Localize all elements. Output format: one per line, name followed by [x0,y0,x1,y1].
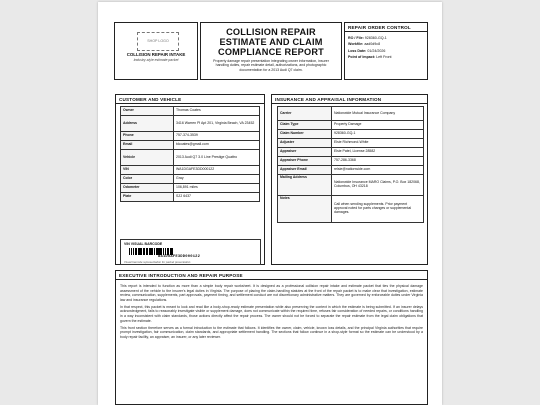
report-title-line3: COMPLIANCE REPORT [218,47,324,57]
table-row: Phone 757-374-3539 [121,132,260,141]
barcode-bar [163,248,164,255]
table-row: Adjuster Elsie Richmond-White [278,139,424,148]
control-title: REPAIR ORDER CONTROL [345,23,427,32]
table-row: Email tdcoates@gmail.com [121,141,260,150]
barcode-caption: Visual barcode representation for packet presentation. [124,260,192,264]
intake-header-box [114,22,198,80]
barcode-bar [129,248,130,255]
customer-title: CUSTOMER AND VEHICLE [116,95,264,104]
barcode-bar [150,248,151,255]
table-row: Appraiser Phone 757-286-3368 [278,157,424,166]
loss-date-row: Loss Date: 01/24/2026 [348,48,386,53]
workfile-value: aad0d9c8 [364,42,381,47]
barcode-bar [165,248,166,255]
shop-logo: SHOP LOGO [137,32,179,51]
executive-body [120,284,423,342]
customer-vehicle-panel [115,94,265,265]
workfile-row: Workfile: aad0d9c8 [348,42,381,47]
ro-file-row: RO / File: 928360-GQ-1 [348,36,387,40]
report-title [205,27,337,57]
table-row: Carrier Nationwide Mutual Insurance Company [278,107,424,121]
loss-date-value: 01/24/2026 [367,48,386,53]
table-row: Mailing Address Nationwide Insurance MARO Claims, P.O. Box 182068, Columbus, OH 43218 [278,175,424,196]
barcode-bar [161,248,162,255]
table-row: Claim Type Property Damage [278,121,424,130]
barcode-bar [172,248,173,255]
table-row: Owner Thomas Coates [121,107,260,116]
table-row: Appraiser Email relsie@nationwide.com [278,166,424,175]
barcode-bar [133,248,134,255]
vin-barcode-box [120,239,261,265]
insurance-title: INSURANCE AND APPRAISAL INFORMATION [272,95,427,104]
insurance-appraisal-panel [271,94,428,265]
table-row: Vehicle 2013 Audi Q7 3.0 Line Prestige Quattro [121,150,260,166]
table-row: Plate SZJ 6437 [121,193,260,202]
repair-order-control [344,22,428,80]
insurance-table [277,106,424,223]
table-row: Claim Number 928360-GQ-1 [278,130,424,139]
paragraph: This front section therefore serves as a formal introduction to the estimate that follows. It identifies the owner, claim, vehicle, known loss details, and the principal Virginia authorities that require prompt investigation, fair communication, claim standards, and appropriate settlement handling. The sections that follow continue in a shop-style format so the estimate can be understood by a body repair facility, an appraiser, an insurer, or any later reviewer. [120,325,423,339]
impact-row: Point of Impact: Left Front [348,54,392,59]
table-row: Address 3416 Warren Pl Apt 201, Virginia Beach, VA 23452 [121,116,260,132]
barcode-bar [136,248,137,255]
intake-title: COLLISION REPAIR INTAKE [126,52,186,57]
impact-value: Left Front [376,54,392,59]
table-row: Notes Call when sending supplements. Prior payment approval noted for parts changes or supplemental damages. [278,196,424,223]
barcode-text: WA1DGAFE3DD000122 [158,255,201,259]
table-row: VIN WA1DGAFE3DD000122 [121,166,260,175]
report-description: Property damage repair presentation integrating owner information, insurer handling duties, repair estimate detail, authorizations, and photographic documentation for a 2013 Audi Q7 claim. [213,59,329,72]
table-row: Odometer 106,891 miles [121,184,260,193]
paragraph: This report is intended to function as more than a simple body repair worksheet. It is designed as a professional collision repair intake and estimate packet that ties the physical damage assessment of the vehicle to the insurer's legal duties in Virginia. The purpose of placing the claim-handling statutes at the front of the repair packet is to make clear that investigation, estimate review, communication, supplements, part approvals, payment timing, and settlement conduct are not discretionary administrative matters. They are governed by enforceable duties under Virginia law and insurance regulations. [120,284,423,302]
report-title-line1: COLLISION REPAIR [226,27,316,37]
paragraph: In that respect, this packet is meant to look and read like a body-shop-ready estimate presentation while also preserving the context in which the estimate is being submitted. If an insurer delays acknowledgment, fails to reasonably investigate visible or supplement damage, does not communicate within the required time, refuses fair consideration of needed repairs, or conditions handling in a way inconsistent with claim standards, those actions directly affect the repair process. The owner should not be forced to separate the repair estimate from the legal claim obligations that govern the estimate. [120,304,423,323]
vin-barcode-graphic [129,248,174,255]
executive-introduction [115,270,428,405]
report-title-box [200,22,342,80]
table-row: Appraiser Elsie Patel, License 28582 [278,148,424,157]
ro-file-value: 928360-GQ-1 [364,36,387,40]
customer-table [120,106,260,202]
report-page [98,2,442,405]
intake-subtitle: Industry-style estimate packet [133,58,179,62]
executive-title: EXECUTIVE INTRODUCTION AND REPAIR PURPOSE [116,271,427,280]
report-title-line2: ESTIMATE AND CLAIM [219,37,323,47]
barcode-title: VIN VISUAL BARCODE [124,242,163,246]
table-row: Color Gray [121,175,260,184]
